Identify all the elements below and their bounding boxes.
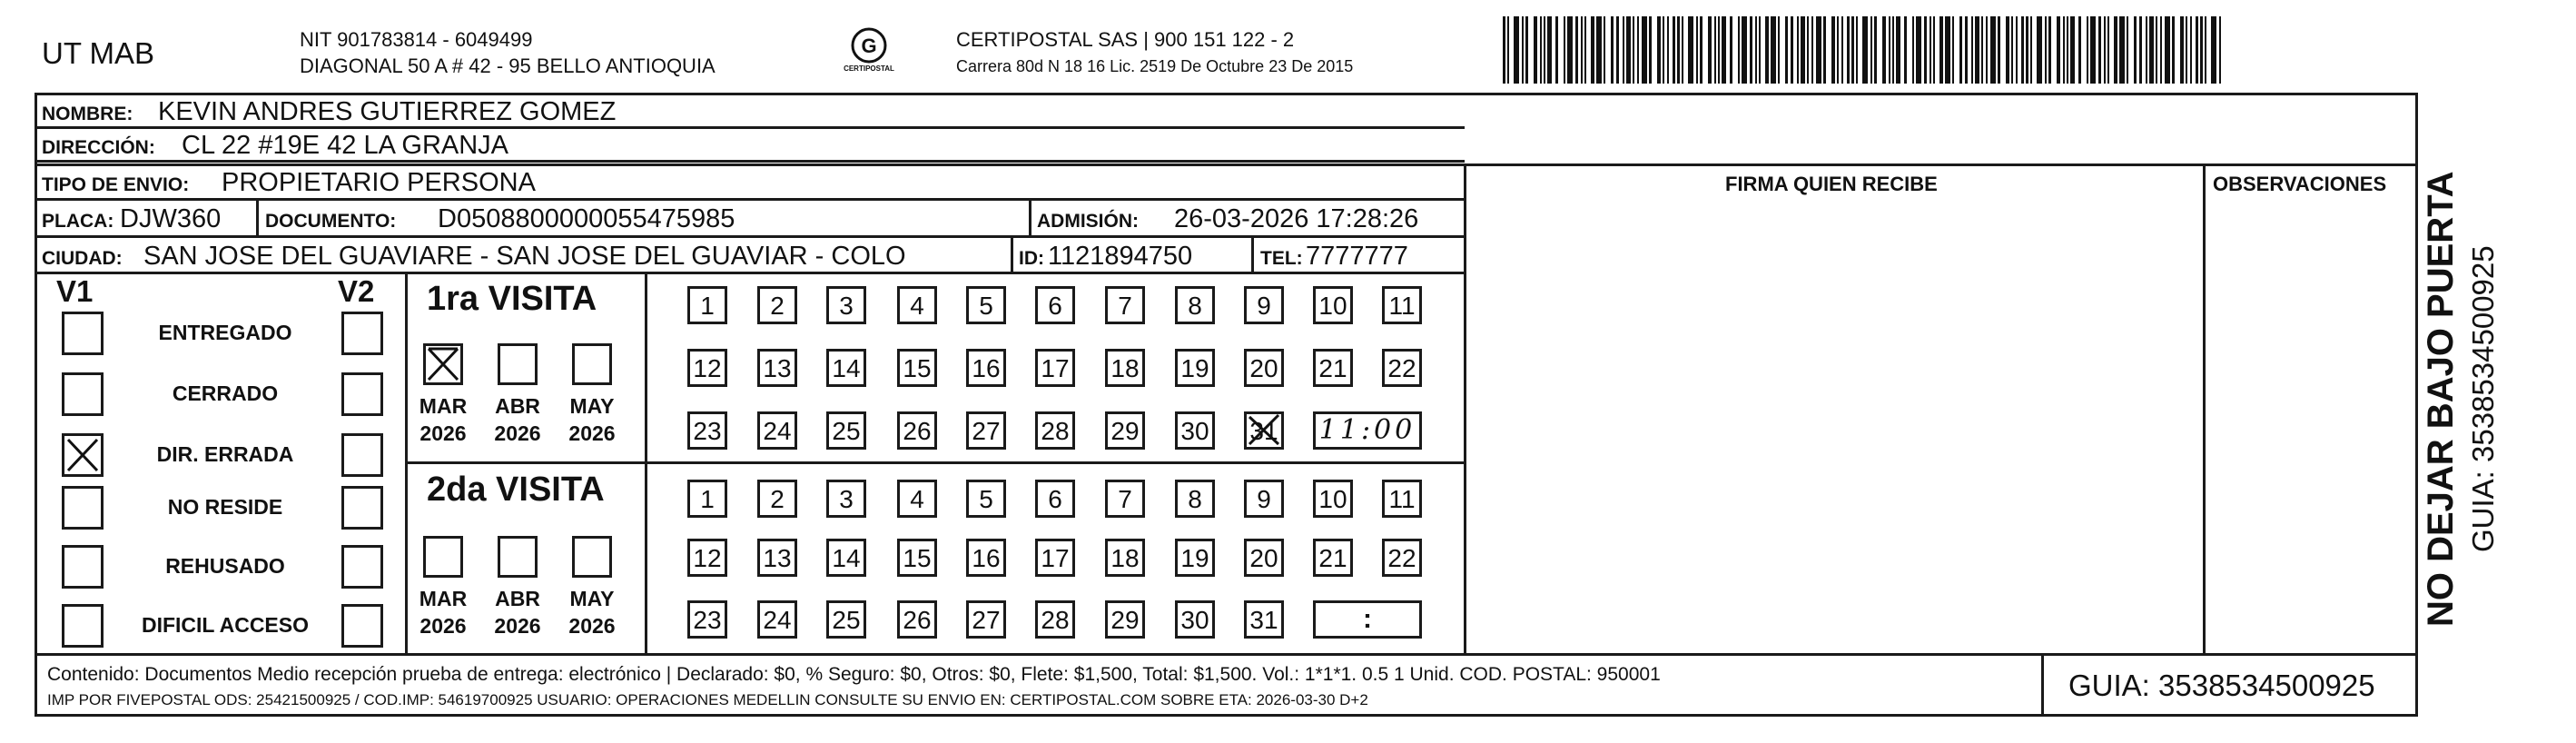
barcode-bar bbox=[1555, 16, 1558, 84]
barcode-bar bbox=[2165, 16, 2170, 84]
barcode-bar bbox=[1525, 16, 1528, 84]
barcode-bar bbox=[2067, 16, 2068, 84]
barcode-bar bbox=[1874, 16, 1877, 84]
barcode-bar bbox=[1981, 16, 1983, 84]
barcode-bar bbox=[2070, 16, 2075, 84]
first-month-label: ABR bbox=[495, 394, 540, 418]
barcode-bar bbox=[1540, 16, 1542, 84]
barcode-bar bbox=[1584, 16, 1586, 84]
barcode-bar bbox=[1882, 16, 1886, 84]
barcode-bar bbox=[2196, 16, 2198, 84]
barcode-bar bbox=[2146, 16, 2147, 84]
v1-checkbox[interactable] bbox=[62, 312, 104, 355]
barcode-bar bbox=[1896, 16, 1900, 84]
barcode-bar bbox=[1750, 16, 1752, 84]
certipostal-logo bbox=[840, 25, 898, 82]
barcode-bar bbox=[2119, 16, 2125, 84]
first-day-13[interactable]: 13 bbox=[757, 349, 797, 387]
barcode-bar bbox=[2160, 16, 2162, 84]
barcode-bar bbox=[1575, 16, 1578, 84]
id-label: ID: bbox=[1019, 248, 1044, 269]
barcode-bar bbox=[1616, 16, 1619, 84]
barcode-bar bbox=[1811, 16, 1813, 84]
company-name: UT MAB bbox=[42, 36, 155, 70]
documento-value: D0508800000055475985 bbox=[438, 204, 735, 233]
status-label: CERRADO bbox=[172, 381, 279, 405]
first-day-19[interactable]: 19 bbox=[1175, 349, 1215, 387]
barcode-bar bbox=[2045, 16, 2047, 84]
first-day-16[interactable]: 16 bbox=[966, 349, 1006, 387]
barcode-bar bbox=[1870, 16, 1872, 84]
placa-label: PLACA: bbox=[42, 211, 114, 232]
second-month-checkbox-mar[interactable] bbox=[423, 536, 463, 578]
barcode-bar bbox=[1503, 16, 1505, 84]
second-day-17[interactable]: 17 bbox=[1035, 539, 1075, 577]
nombre-label: NOMBRE: bbox=[42, 104, 133, 124]
first-day-2[interactable]: 2 bbox=[757, 286, 797, 324]
barcode-bar bbox=[2190, 16, 2192, 84]
barcode-bar bbox=[2107, 16, 2109, 84]
second-day-5[interactable]: 5 bbox=[966, 480, 1006, 518]
barcode-bar bbox=[1611, 16, 1614, 84]
second-day-8[interactable]: 8 bbox=[1175, 480, 1215, 518]
status-label: NO RESIDE bbox=[167, 495, 283, 519]
first-day-5[interactable]: 5 bbox=[966, 286, 1006, 324]
status-label: DIR. ERRADA bbox=[156, 442, 294, 466]
company-nit: NIT 901783814 - 6049499 bbox=[300, 28, 533, 51]
barcode-bar bbox=[1889, 16, 1890, 84]
barcode bbox=[1503, 16, 2229, 84]
barcode-bar bbox=[2016, 16, 2018, 84]
second-day-29[interactable]: 29 bbox=[1105, 600, 1145, 639]
barcode-bar bbox=[1965, 16, 1968, 84]
barcode-bar bbox=[1544, 16, 1545, 84]
v2-checkbox[interactable] bbox=[341, 604, 383, 648]
second-day-4[interactable]: 4 bbox=[897, 480, 937, 518]
barcode-bar bbox=[1649, 16, 1652, 84]
barcode-bar bbox=[1904, 16, 1907, 84]
barcode-bar bbox=[1856, 16, 1858, 84]
v2-checkbox[interactable] bbox=[341, 486, 383, 530]
first-day-10[interactable]: 10 bbox=[1313, 286, 1353, 324]
second-day-22[interactable]: 22 bbox=[1382, 539, 1422, 577]
barcode-bar bbox=[1765, 16, 1769, 84]
first-day-28[interactable]: 28 bbox=[1035, 411, 1075, 450]
second-day-16[interactable]: 16 bbox=[966, 539, 1006, 577]
barcode-bar bbox=[1847, 16, 1850, 84]
first-visit-title: 1ra VISITA bbox=[427, 280, 597, 318]
barcode-bar bbox=[1718, 16, 1720, 84]
barcode-bar bbox=[1663, 16, 1664, 84]
second-day-12[interactable]: 12 bbox=[687, 539, 727, 577]
v1-checkbox[interactable] bbox=[62, 372, 104, 416]
barcode-bar bbox=[1688, 16, 1693, 84]
barcode-bar bbox=[1959, 16, 1962, 84]
barcode-bar bbox=[2200, 16, 2203, 84]
barcode-bar bbox=[1673, 16, 1675, 84]
second-month-checkbox-abr[interactable] bbox=[498, 536, 538, 578]
barcode-bar bbox=[2114, 16, 2117, 84]
first-time-box[interactable]: 11:00 bbox=[1313, 411, 1422, 450]
first-year-label: 2026 bbox=[494, 421, 541, 445]
first-day-30[interactable]: 30 bbox=[1175, 411, 1215, 450]
second-day-2[interactable]: 2 bbox=[757, 480, 797, 518]
second-day-9[interactable]: 9 bbox=[1244, 480, 1284, 518]
barcode-bar bbox=[2172, 16, 2175, 84]
second-month-label: MAY bbox=[569, 587, 615, 610]
status-label: REHUSADO bbox=[165, 554, 285, 578]
first-day-22[interactable]: 22 bbox=[1382, 349, 1422, 387]
firma-header: FIRMA QUIEN RECIBE bbox=[1725, 173, 1938, 195]
first-day-6[interactable]: 6 bbox=[1035, 286, 1075, 324]
barcode-bar bbox=[2205, 16, 2206, 84]
barcode-bar bbox=[2078, 16, 2081, 84]
v2-checkbox[interactable] bbox=[341, 433, 383, 477]
nombre-value: KEVIN ANDRES GUTIERREZ GOMEZ bbox=[158, 97, 617, 126]
first-year-label: 2026 bbox=[568, 421, 616, 445]
barcode-bar bbox=[1930, 16, 1931, 84]
v2-checkbox[interactable] bbox=[341, 312, 383, 355]
footer-guia: GUIA: 3538534500925 bbox=[2068, 669, 2375, 702]
barcode-bar bbox=[1924, 16, 1927, 84]
barcode-bar bbox=[2026, 16, 2028, 84]
second-day-3[interactable]: 3 bbox=[826, 480, 866, 518]
first-day-21[interactable]: 21 bbox=[1313, 349, 1353, 387]
barcode-bar bbox=[2006, 16, 2009, 84]
first-day-26[interactable]: 26 bbox=[897, 411, 937, 450]
first-day-4[interactable]: 4 bbox=[897, 286, 937, 324]
v2-header: V2 bbox=[338, 274, 375, 308]
second-day-7[interactable]: 7 bbox=[1105, 480, 1145, 518]
second-day-13[interactable]: 13 bbox=[757, 539, 797, 577]
barcode-bar bbox=[1816, 16, 1821, 84]
courier-name: CERTIPOSTAL SAS | 900 151 122 - 2 bbox=[956, 28, 1295, 51]
v1-checkbox[interactable] bbox=[62, 604, 104, 648]
barcode-bar bbox=[1682, 16, 1683, 84]
admision-value: 26-03-2026 17:28:26 bbox=[1174, 204, 1419, 233]
second-day-23[interactable]: 23 bbox=[687, 600, 727, 639]
second-time-box[interactable]: : bbox=[1313, 600, 1422, 639]
barcode-bar bbox=[2021, 16, 2024, 84]
barcode-bar bbox=[1952, 16, 1954, 84]
first-year-label: 2026 bbox=[419, 421, 467, 445]
first-day-27[interactable]: 27 bbox=[966, 411, 1006, 450]
barcode-bar bbox=[2037, 16, 2042, 84]
barcode-bar bbox=[1708, 16, 1712, 84]
barcode-bar bbox=[1596, 16, 1602, 84]
barcode-bar bbox=[2063, 16, 2065, 84]
barcode-bar bbox=[1567, 16, 1573, 84]
second-year-label: 2026 bbox=[419, 614, 467, 638]
placa-value: DJW360 bbox=[120, 204, 222, 233]
second-month-label: ABR bbox=[495, 587, 540, 610]
first-day-18[interactable]: 18 bbox=[1105, 349, 1145, 387]
barcode-bar bbox=[1547, 16, 1552, 84]
marked-day-number: 31 bbox=[1249, 417, 1278, 445]
barcode-bar bbox=[2149, 16, 2154, 84]
v1-checkbox[interactable] bbox=[62, 486, 104, 530]
ciudad-value: SAN JOSE DEL GUAVIARE - SAN JOSE DEL GUAVIAR - COLO bbox=[143, 242, 906, 271]
barcode-bar bbox=[2090, 16, 2096, 84]
barcode-bar bbox=[1797, 16, 1799, 84]
v1-checkbox[interactable] bbox=[62, 545, 104, 589]
second-month-checkbox-may[interactable] bbox=[572, 536, 612, 578]
barcode-bar bbox=[1945, 16, 1950, 84]
barcode-bar bbox=[2011, 16, 2013, 84]
barcode-bar bbox=[1831, 16, 1835, 84]
second-day-6[interactable]: 6 bbox=[1035, 480, 1075, 518]
barcode-bar bbox=[2134, 16, 2137, 84]
second-year-label: 2026 bbox=[568, 614, 616, 638]
second-day-1[interactable]: 1 bbox=[687, 480, 727, 518]
first-day-3[interactable]: 3 bbox=[826, 286, 866, 324]
barcode-bar bbox=[1933, 16, 1935, 84]
barcode-bar bbox=[1851, 16, 1854, 84]
barcode-bar bbox=[2156, 16, 2157, 84]
second-day-11[interactable]: 11 bbox=[1382, 480, 1422, 518]
first-month-checkbox-abr[interactable] bbox=[498, 343, 538, 385]
tipo-value: PROPIETARIO PERSONA bbox=[222, 168, 536, 197]
second-day-21[interactable]: 21 bbox=[1313, 539, 1353, 577]
v1-checkbox[interactable] bbox=[62, 433, 104, 477]
barcode-bar bbox=[1657, 16, 1661, 84]
barcode-bar bbox=[1785, 16, 1788, 84]
status-label: DIFICIL ACCESO bbox=[141, 613, 309, 637]
svg-text:G: G bbox=[861, 35, 877, 57]
barcode-bar bbox=[1564, 16, 1565, 84]
first-month-label: MAY bbox=[569, 394, 615, 418]
barcode-bar bbox=[2211, 16, 2216, 84]
first-day-11[interactable]: 11 bbox=[1382, 286, 1422, 324]
first-day-15[interactable]: 15 bbox=[897, 349, 937, 387]
second-day-19[interactable]: 19 bbox=[1175, 539, 1215, 577]
second-day-15[interactable]: 15 bbox=[897, 539, 937, 577]
first-day-1[interactable]: 1 bbox=[687, 286, 727, 324]
first-month-label: MAR bbox=[419, 394, 468, 418]
barcode-bar bbox=[1841, 16, 1843, 84]
barcode-bar bbox=[1862, 16, 1868, 84]
tel-value: 7777777 bbox=[1306, 242, 1408, 271]
barcode-bar bbox=[1975, 16, 1979, 84]
barcode-bar bbox=[1522, 16, 1524, 84]
barcode-bar bbox=[1971, 16, 1973, 84]
barcode-bar bbox=[2127, 16, 2128, 84]
barcode-bar bbox=[1722, 16, 1726, 84]
courier-license: Carrera 80d N 18 16 Lic. 2519 De Octubre 23 De 2015 bbox=[956, 57, 1354, 75]
v2-checkbox[interactable] bbox=[341, 545, 383, 589]
first-day-29[interactable]: 29 bbox=[1105, 411, 1145, 450]
first-day-7[interactable]: 7 bbox=[1105, 286, 1145, 324]
check-x-icon bbox=[426, 346, 460, 382]
barcode-bar bbox=[1507, 16, 1509, 84]
first-day-8[interactable]: 8 bbox=[1175, 286, 1215, 324]
barcode-bar bbox=[1604, 16, 1605, 84]
first-day-12[interactable]: 12 bbox=[687, 349, 727, 387]
barcode-bar bbox=[1778, 16, 1780, 84]
barcode-bar bbox=[1591, 16, 1594, 84]
side-warning: NO DEJAR BAJO PUERTA bbox=[2421, 171, 2461, 627]
barcode-bar bbox=[1807, 16, 1809, 84]
footer-contents: Contenido: Documentos Medio recepción prueba de entrega: electrónico | Declarado: $0, % Seguro: $0, Otros: $0, Flete: $1,500, Total: $1,500. Vol.: 1*1*1. 0.5 1 Unid. COD. POSTAL: 950001 bbox=[47, 664, 1661, 685]
second-day-26[interactable]: 26 bbox=[897, 600, 937, 639]
second-day-24[interactable]: 24 bbox=[757, 600, 797, 639]
barcode-bar bbox=[1916, 16, 1921, 84]
v2-checkbox[interactable] bbox=[341, 372, 383, 416]
barcode-bar bbox=[2048, 16, 2051, 84]
barcode-bar bbox=[1759, 16, 1761, 84]
barcode-bar bbox=[2104, 16, 2106, 84]
barcode-bar bbox=[1667, 16, 1669, 84]
second-day-18[interactable]: 18 bbox=[1105, 539, 1145, 577]
barcode-bar bbox=[1742, 16, 1747, 84]
first-day-marked[interactable] bbox=[1244, 411, 1284, 450]
tel-label: TEL: bbox=[1260, 248, 1303, 269]
barcode-bar bbox=[1912, 16, 1914, 84]
v1-header: V1 bbox=[56, 274, 94, 308]
second-month-label: MAR bbox=[419, 587, 468, 610]
first-day-17[interactable]: 17 bbox=[1035, 349, 1075, 387]
second-day-30[interactable]: 30 bbox=[1175, 600, 1215, 639]
barcode-bar bbox=[1637, 16, 1639, 84]
barcode-bar bbox=[2098, 16, 2101, 84]
first-day-23[interactable]: 23 bbox=[687, 411, 727, 450]
barcode-bar bbox=[1939, 16, 1943, 84]
company-address: DIAGONAL 50 A # 42 - 95 BELLO ANTIOQUIA bbox=[300, 54, 716, 77]
barcode-bar bbox=[1514, 16, 1519, 84]
direccion-label: DIRECCIÓN: bbox=[42, 137, 155, 158]
second-day-28[interactable]: 28 bbox=[1035, 600, 1075, 639]
barcode-bar bbox=[1755, 16, 1757, 84]
ciudad-label: CIUDAD: bbox=[42, 248, 123, 269]
barcode-bar bbox=[1642, 16, 1647, 84]
second-visit-title: 2da VISITA bbox=[427, 471, 605, 509]
first-day-9[interactable]: 9 bbox=[1244, 286, 1284, 324]
barcode-bar bbox=[1696, 16, 1698, 84]
second-day-25[interactable]: 25 bbox=[826, 600, 866, 639]
header bbox=[0, 0, 2576, 91]
second-year-label: 2026 bbox=[494, 614, 541, 638]
barcode-bar bbox=[1738, 16, 1740, 84]
direccion-value: CL 22 #19E 42 LA GRANJA bbox=[182, 131, 509, 160]
status-label: ENTREGADO bbox=[158, 321, 292, 344]
check-x-icon bbox=[1244, 411, 1284, 450]
barcode-bar bbox=[1581, 16, 1583, 84]
barcode-bar bbox=[1700, 16, 1703, 84]
barcode-bar bbox=[1791, 16, 1793, 84]
tipo-label: TIPO DE ENVIO: bbox=[42, 174, 190, 195]
logo-caption: CERTIPOSTAL bbox=[844, 64, 894, 73]
barcode-bar bbox=[2030, 16, 2032, 84]
barcode-bar bbox=[2219, 16, 2221, 84]
barcode-bar bbox=[1837, 16, 1839, 84]
barcode-bar bbox=[1623, 16, 1624, 84]
side-guia: GUIA: 3538534500925 bbox=[2466, 245, 2500, 552]
first-month-checkbox-may[interactable] bbox=[572, 343, 612, 385]
barcode-bar bbox=[1801, 16, 1805, 84]
footer-print-info: IMP POR FIVEPOSTAL ODS: 25421500925 / COD.IMP: 54619700925 USUARIO: OPERACIONES MEDELLIN CONSULTE SU ENVIO EN: CERTIPOSTAL.COM SOBRE ETA: 2026-03-30 D+2 bbox=[47, 691, 1368, 708]
first-day-14[interactable]: 14 bbox=[826, 349, 866, 387]
second-day-14[interactable]: 14 bbox=[826, 539, 866, 577]
barcode-bar bbox=[1677, 16, 1680, 84]
barcode-bar bbox=[1823, 16, 1826, 84]
barcode-bar bbox=[2087, 16, 2088, 84]
barcode-bar bbox=[1534, 16, 1537, 84]
first-day-24[interactable]: 24 bbox=[757, 411, 797, 450]
barcode-bar bbox=[1986, 16, 1988, 84]
barcode-bar bbox=[1714, 16, 1716, 84]
second-day-31[interactable]: 31 bbox=[1244, 600, 1284, 639]
second-day-20[interactable]: 20 bbox=[1244, 539, 1284, 577]
check-x-icon bbox=[64, 436, 101, 474]
barcode-bar bbox=[2139, 16, 2142, 84]
second-day-27[interactable]: 27 bbox=[966, 600, 1006, 639]
barcode-bar bbox=[1633, 16, 1634, 84]
barcode-bar bbox=[1998, 16, 2000, 84]
barcode-bar bbox=[1626, 16, 1631, 84]
first-day-25[interactable]: 25 bbox=[826, 411, 866, 450]
barcode-bar bbox=[2057, 16, 2060, 84]
admision-label: ADMISIÓN: bbox=[1037, 211, 1139, 232]
observaciones-header: OBSERVACIONES bbox=[2213, 173, 2387, 195]
barcode-bar bbox=[1771, 16, 1776, 84]
documento-label: DOCUMENTO: bbox=[265, 211, 397, 232]
barcode-bar bbox=[2180, 16, 2184, 84]
first-month-checkbox-mar[interactable] bbox=[423, 343, 463, 385]
second-day-10[interactable]: 10 bbox=[1313, 480, 1353, 518]
barcode-bar bbox=[1990, 16, 1996, 84]
first-day-20[interactable]: 20 bbox=[1244, 349, 1284, 387]
barcode-bar bbox=[1730, 16, 1732, 84]
barcode-bar bbox=[1892, 16, 1894, 84]
barcode-bar bbox=[2186, 16, 2187, 84]
id-value: 1121894750 bbox=[1048, 242, 1193, 271]
